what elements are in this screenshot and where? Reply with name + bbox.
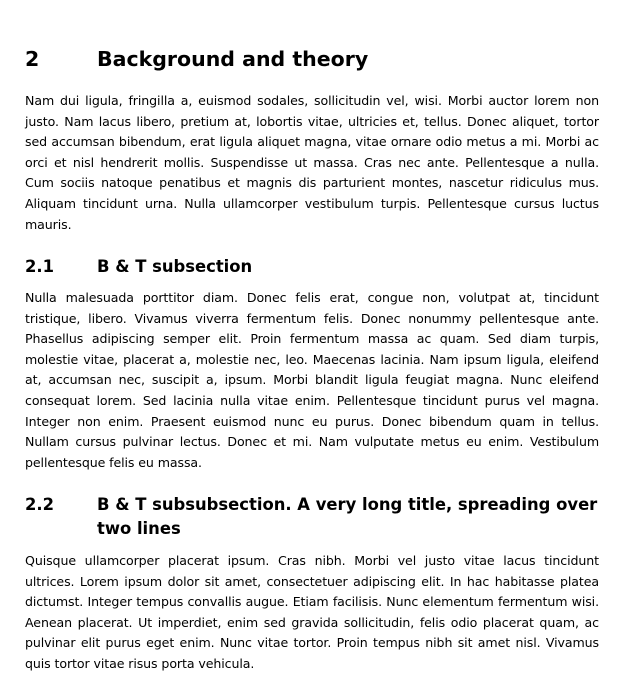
subsection-heading-2-2: [25, 493, 599, 541]
subsection-title: B & T subsection: [97, 257, 253, 276]
subsection-title: B & T subsubsection. A very long title, spreading over two lines: [97, 495, 598, 538]
subsection-body-paragraph: Nulla malesuada porttitor diam. Donec felis erat, congue non, volutpat at, tincidunt tristique, libero. Vivamus viverra fermentum felis. Donec nonummy pellentesque ante. Phasellus adipiscing semper elit. Proin fermentum massa ac quam. Sed diam turpis, molestie vitae, placerat a, molestie nec, leo. Maecenas lacinia. Nam ipsum ligula, eleifend at, accumsan nec, suscipit a, ipsum. Morbi blandit ligula feugiat magna. Nunc eleifend consequat lorem. Sed lacinia nulla vitae enim. Pellentesque tincidunt purus vel magna. Integer non enim. Praesent euismod nunc eu purus. Donec bibendum quam in tellus. Nullam cursus pulvinar lectus. Donec et mi. Nam vulputate metus eu enim. Vestibulum pellentesque felis eu massa.: [25, 290, 599, 470]
subsection-number: 2.1: [25, 257, 55, 276]
section-body-paragraph: Nam dui ligula, fringilla a, euismod sodales, sollicitudin vel, wisi. Morbi auctor lorem non justo. Nam lacus libero, pretium at, lobortis vitae, ultricies et, tellus. Donec aliquet, tortor sed accumsan bibendum, erat ligula aliquet magna, vitae ornare odio metus a mi. Morbi ac orci et nisl hendrerit mollis. Suspendisse ut massa. Cras nec ante. Pellentesque a nulla. Cum sociis natoque penatibus et magnis dis parturient montes, nascetur ridiculus mus. Aliquam tincidunt urna. Nulla ullamcorper vestibulum turpis. Pellentesque cursus luctus mauris.: [25, 93, 599, 232]
section-title: Background and theory: [97, 47, 369, 71]
section-number: 2: [25, 47, 40, 71]
subsection-heading-2-1: [25, 255, 599, 279]
section-heading: [25, 44, 599, 74]
subsection-body-paragraph: Quisque ullamcorper placerat ipsum. Cras nibh. Morbi vel justo vitae lacus tincidunt ultrices. Lorem ipsum dolor sit amet, consectetuer adipiscing elit. In hac habitasse platea dictumst. Integer tempus convallis augue. Etiam facilisis. Nunc elementum fermentum wisi. Aenean placerat. Ut imperdiet, enim sed gravida sollicitudin, felis odio placerat quam, ac pulvinar elit purus eget enim. Nunc vitae tortor. Proin tempus nibh sit amet nisl. Vivamus quis tortor vitae risus porta vehicula.: [25, 553, 599, 671]
subsection-number: 2.2: [25, 495, 55, 514]
